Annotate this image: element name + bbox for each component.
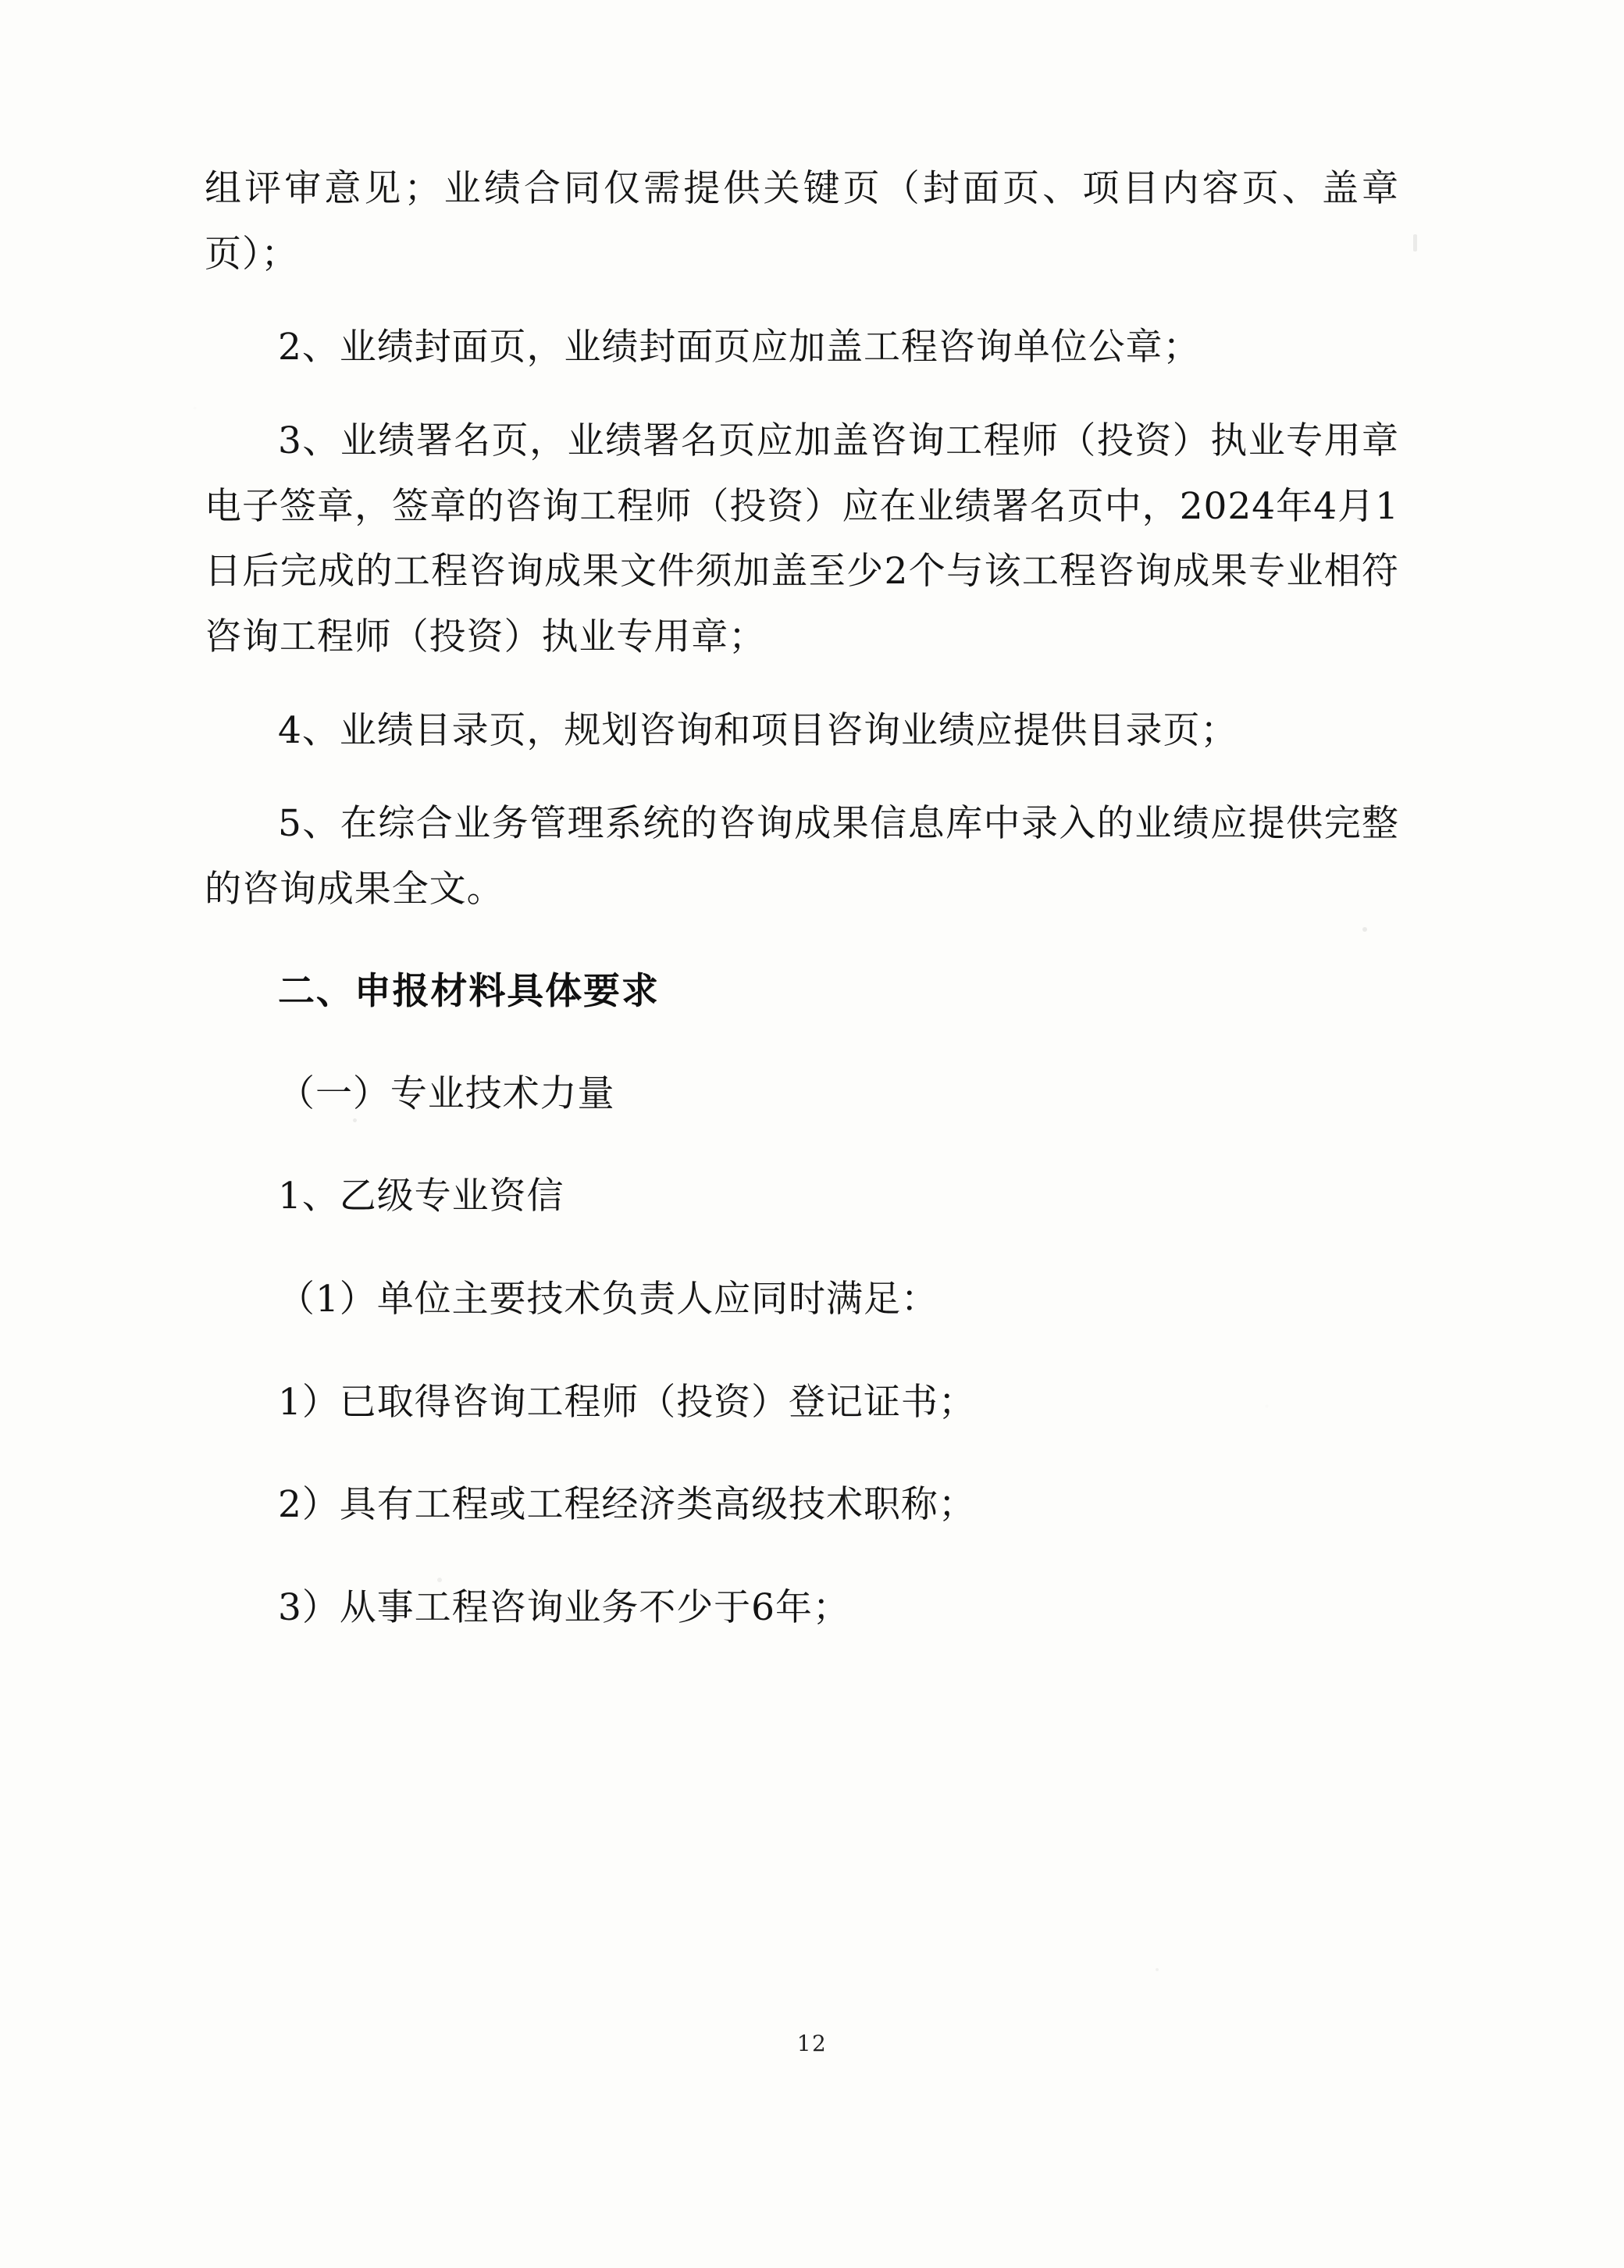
document-body xyxy=(205,156,1399,1669)
scan-artifact xyxy=(1156,1968,1159,1971)
paragraph-item-5: 5、在综合业务管理系统的咨询成果信息库中录入的业绩应提供完整的咨询成果全文。 xyxy=(205,802,1399,911)
paragraph-item-1-paren: （1）单位主要技术负责人应同时满足： xyxy=(278,1278,938,1321)
section-heading-two: 二、申报材料具体要求 xyxy=(278,969,660,1013)
paragraph-continuation: 组评审意见；业绩合同仅需提供关键页（封面页、项目内容页、盖章页）； xyxy=(205,167,1399,276)
paragraph-subitem-1: 1）已取得咨询工程师（投资）登记证书； xyxy=(278,1380,976,1424)
paragraph-subitem-3: 3）从事工程咨询业务不少于6年； xyxy=(278,1586,850,1630)
scan-artifact xyxy=(1413,234,1417,251)
page-number: 12 xyxy=(796,2031,828,2056)
paragraph-item-4: 4、业绩目录页，规划咨询和项目咨询业绩应提供目录页； xyxy=(278,708,1238,752)
paragraph-item-2: 2、业绩封面页，业绩封面页应加盖工程咨询单位公章； xyxy=(278,326,1201,369)
subsection-heading-one: （一）专业技术力量 xyxy=(278,1072,615,1115)
paragraph-subitem-2: 2）具有工程或工程经济类高级技术职称； xyxy=(278,1483,976,1527)
paragraph-item-1-grade-b: 1、乙级专业资信 xyxy=(278,1175,564,1218)
paragraph-item-3: 3、业绩署名页，业绩署名页应加盖咨询工程师（投资）执业专用章电子签章，签章的咨询工程师（投资）应在业绩署名页中，2024年4月1日后完成的工程咨询成果文件须加盖至少2个与该工程咨询成果专业相符咨询工程师（投资）执业专用章； xyxy=(205,419,1399,658)
